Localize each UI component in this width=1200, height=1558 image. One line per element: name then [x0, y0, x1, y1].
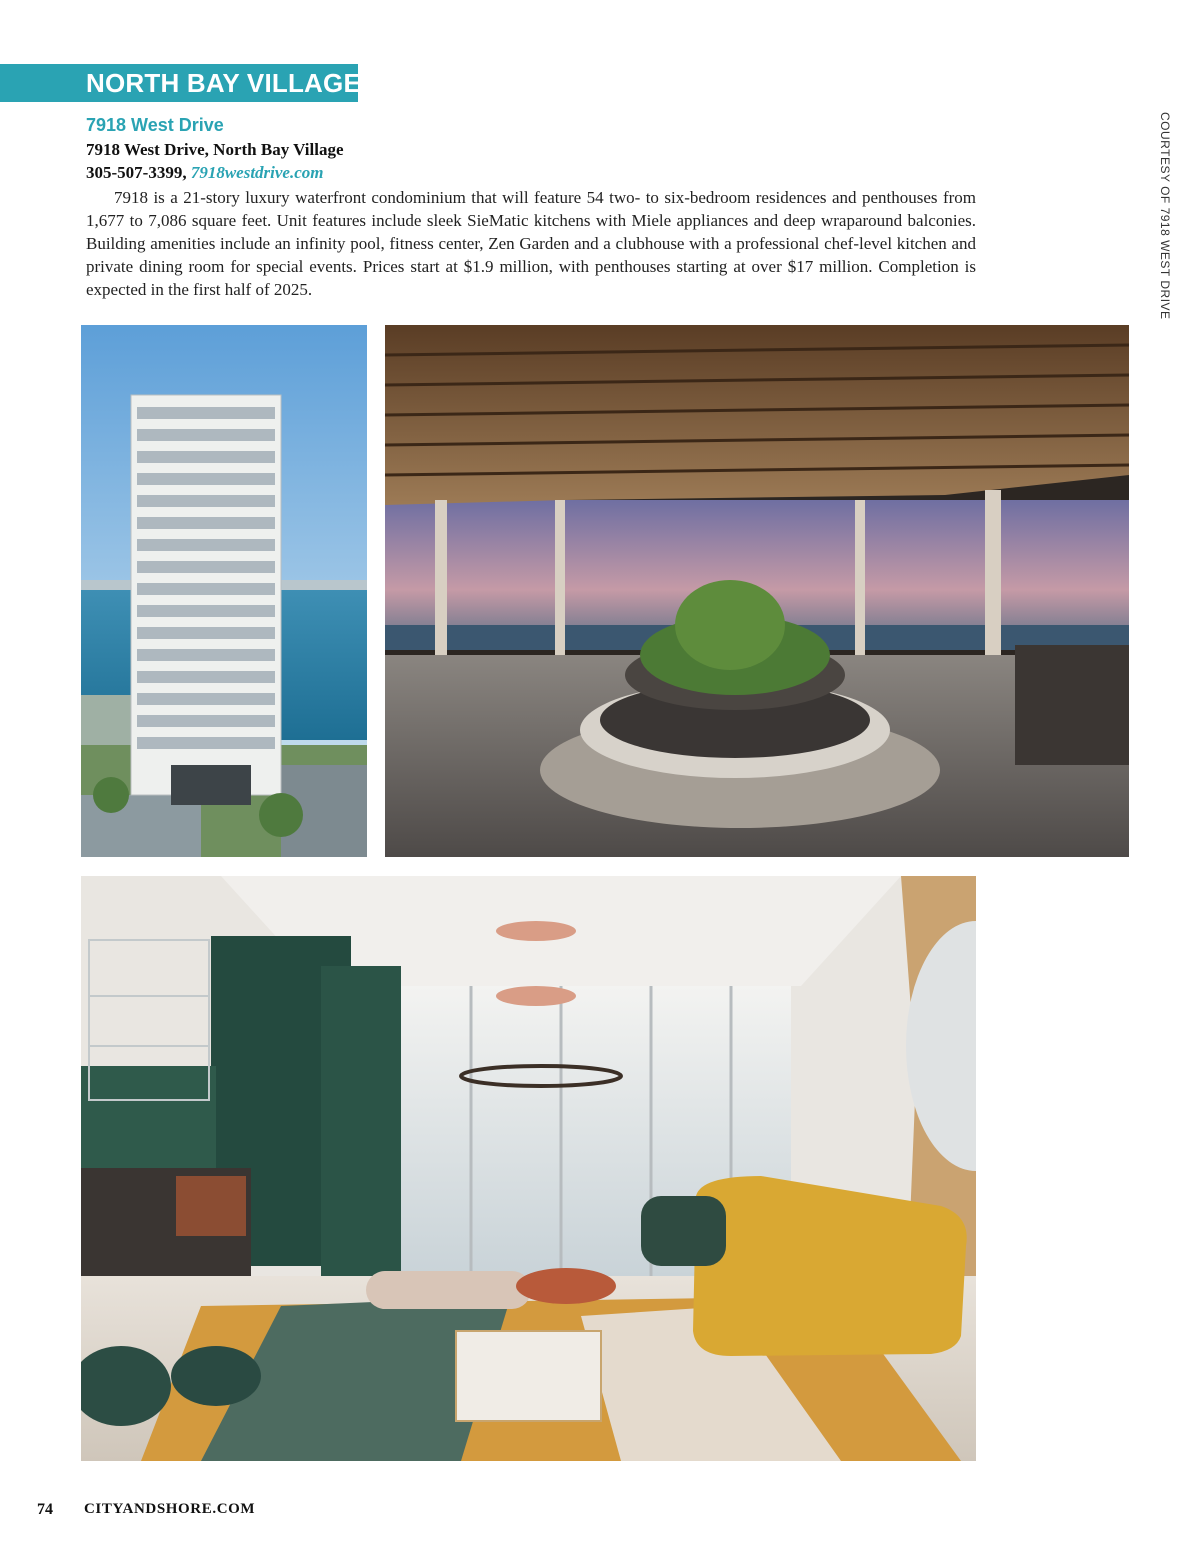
listing-description: 7918 is a 21-story luxury waterfront condominium that will feature 54 two- to six-bedroom residences and penthouses from 1,677 to 7,086 square feet. Unit features include sleek SieMatic kitchens with Miele appliances and deep wraparound balconies. Building amenities include an infinity pool, fitness center, Zen Garden and a clubhouse with a professional chef-level kitchen and private dining room for special events. Prices start at $1.9 million, with penthouses starting at over $17 million. Completion is expected in the first half of 2025. [86, 188, 976, 299]
photo-credit: COURTESY OF 7918 WEST DRIVE [1158, 112, 1172, 320]
listing-website-link[interactable]: 7918westdrive.com [190, 163, 324, 182]
section-title: NORTH BAY VILLAGE [86, 68, 361, 98]
lobby-interior-photo [385, 325, 1129, 857]
listing-contact [86, 163, 324, 183]
listing-phone: 305-507-3399, [86, 163, 187, 182]
footer-site-name: CITYANDSHORE.COM [84, 1501, 256, 1517]
listing-name: 7918 West Drive [86, 115, 224, 135]
living-room-photo [81, 876, 976, 1461]
section-banner [0, 64, 361, 102]
page-number: 74 [37, 1501, 53, 1518]
tower-exterior-photo [81, 325, 367, 857]
listing-address: 7918 West Drive, North Bay Village [86, 140, 344, 159]
